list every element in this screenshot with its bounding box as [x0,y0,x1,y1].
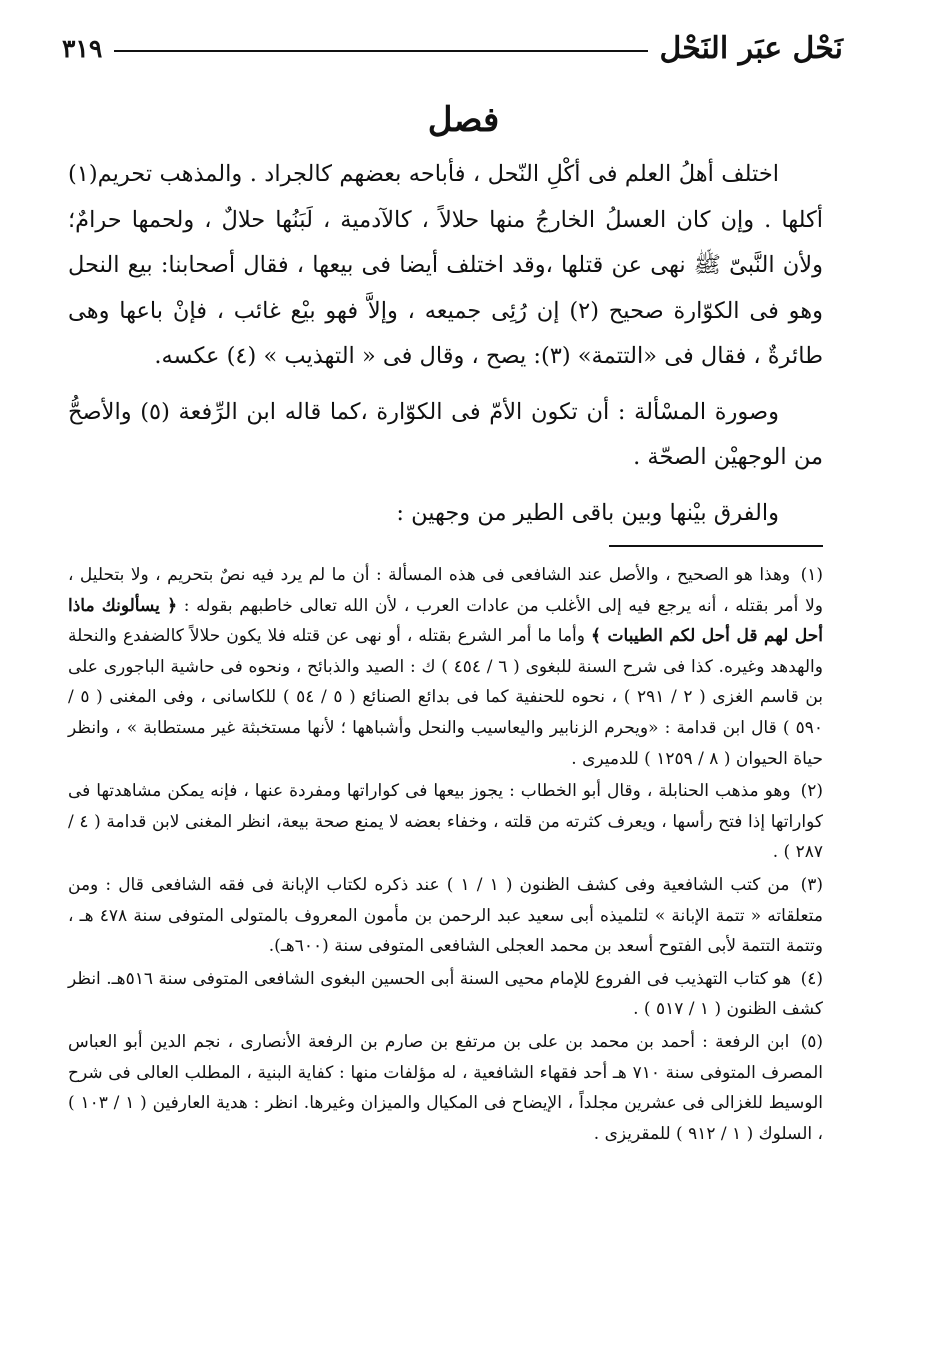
footnote-text: ابن الرفعة : أحمد بن محمد بن على بن مرتفع بن صارم بن الرفعة الأنصارى ، نجم الدين أبو العباس المصرف المتوفى سنة ٧١٠ هـ أحد فقهاء الشافعية ، له مؤلفات منها : كفاية البنية ، المطلب العالى فى شرح الوسيط للغزالى فى عشرين مجلداً ، الإيضاح فى المكيال والميزان وغيرها. انظر : هدية العارفين ( ١ / ١٠٣ ) ، السلوك ( ١ / ٩١٢ ) للمقريزى . [68,1031,823,1144]
body-paragraph: اختلف أهلُ العلم فى أكْلِ النّحل ، فأباحه بعضهم كالجراد . والمذهب تحريم(١) أكلها . وإن كان العسلُ الخارجُ منها حلالاً ، كالآدمية ، لَبَنُها حلالٌ ، ولحمها حرامٌ؛ ولأن النَّبىّ ﷺ نهى عن قتلها ،وقد اختلف أيضا فى بيعها ، فقال أصحابنا: بيع النحل وهو فى الكوّارة صحيح (٢) إن رُئِى جميعه ، وإلاَّ فهو بيْع غائب ، فإنْ باعها وهى طائرةٌ ، فقال فى «التتمة» (٣): يصح ، وقال فى « التهذيب » (٤) عكسه. [68,161,823,369]
footnote-separator [609,545,823,547]
footnote-mark: (١) [800,565,823,585]
footnote-mark: (٢) [800,781,823,802]
footnote-mark: (٣) [800,874,823,895]
header-rule [114,50,647,52]
page-header [62,22,843,74]
body-paragraph: والفرق بيْنها وبين باقى الطير من وجهين : [396,499,779,526]
main-body [68,152,823,536]
footnote-text: هو كتاب التهذيب فى الفروع للإمام محيى السنة أبى الحسين البغوى الشافعى المتوفى سنة ٥١٦هـ. انظر كشف الظنون ( ١ / ٥١٧ ) . [68,968,823,1020]
section-heading: فصل [427,100,500,140]
footnotes [68,560,823,1151]
footnote-text: وأما ما أمر الشرع بقتله ، أو نهى عن قتله فلا يكون حلالاً كالضفدع والنحلة والهدهد وغيره. كذا فى شرح السنة للبغوى ( ٦ / ٤٥٤ ) ك : الصيد والذبائح ، ونحوه فى حاشية الباجورى على بن قاسم الغزى ( ٢ / ٢٩١ ) ، نحوه للحنفية كما فى بدائع الصنائع ( ٥ / ٥٤ ) للكاسانى ، وفى المغنى ( ٥ / ٥٩٠ ) قال ابن قدامة : «ويحرم الزنابير واليعاسيب والنحل وأشباهها ؛ لأنها مستخبثة غير مستطابة » ، وانظر حياة الحيوان ( ٨ / ١٢٥٩ ) للدميرى . [68,626,824,769]
footnote-4 [68,964,823,1025]
footnote-1 [68,560,823,774]
quran-verse: ﴿ يسألونك ماذا أحل لهم قل أحل لكم الطيبات ﴾ [68,595,823,647]
footnote-2 [68,776,823,868]
footnote-text: وهو مذهب الحنابلة ، وقال أبو الخطاب : يجوز بيعها فى كواراتها ومفردة عنها ، فإنه يمكن مشاهدتها فى كواراتها إذا فتح رأسها ، ويعرف كثرته من قلته ، وخفاء بعضه لا يمنع صحة بيعة، انظر المغنى لابن قدامة ( ٤ / ٢٨٧ ) . [68,781,823,863]
running-title: نَحْل عبَر النَحْل [659,30,843,66]
body-paragraph: وصورة المسْألة : أن تكون الأمّ فى الكوّارة ،كما قاله ابن الرِّفعة (٥) والأصحُّ من الوجهيْن الصحّة . [68,398,823,470]
footnote-text: وهذا هو الصحيح ، والأصل عند الشافعى فى هذه المسألة : أن ما لم يرد فيه نصٌ بتحريم ، ولا بتحليل ، ولا أمر بقتله ، أنه يرجع فيه إلى الأغلب من عادات العرب ، لأن الله تعالى خاطبهم بقوله : [68,565,823,616]
page-number: ٣١٩ [62,33,103,63]
footnote-mark: (٥) [800,1031,823,1052]
footnote-3 [68,870,823,962]
footnote-mark: (٤) [800,968,823,989]
footnote-text: من كتب الشافعية وفى كشف الظنون ( ١ / ١ ) عند ذكره لكتاب الإبانة فى فقه الشافعى قال : ومن متعلقاته « تتمة الإبانة » لتلميذه أبى سعيد عبد الرحمن بن مأمون المعروف بالمتولى المتوفى سنة ٤٧٨ هـ ، وتتمة التتمة لأبى الفتوح أسعد بن محمد العجلى الشافعى المتوفى سنة (٦٠٠هـ). [68,874,823,957]
footnote-5 [68,1027,823,1149]
